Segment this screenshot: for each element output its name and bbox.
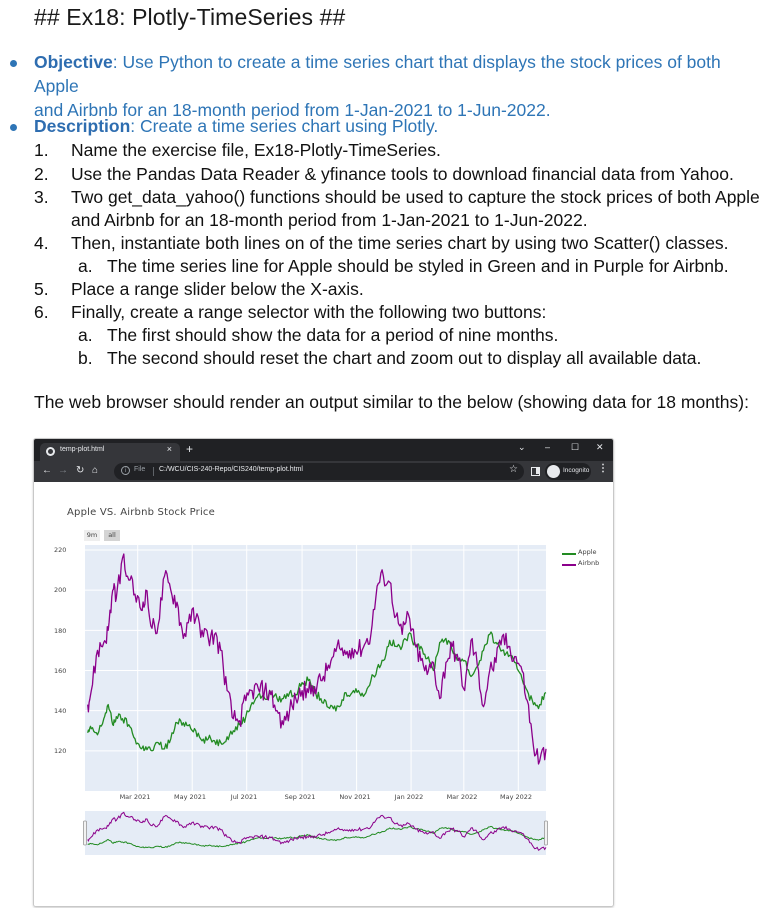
bullet-objective [10, 60, 17, 67]
caption: The web browser should render an output similar to the below (showing data for 18 months): [34, 392, 749, 412]
x-tick: Nov 2021 [339, 793, 371, 801]
x-tick: Jul 2021 [230, 793, 258, 801]
description-label: Description [34, 116, 131, 136]
step-number: 4. [34, 233, 49, 253]
maximize-button[interactable]: ☐ [571, 442, 580, 452]
browser-toolbar [34, 461, 613, 482]
step-text: Place a range slider below the X-axis. [71, 279, 364, 299]
y-tick: 180 [54, 627, 67, 635]
tab-bar [34, 439, 613, 461]
objective-text-1: : Use Python to create a time series chart that displays the stock prices of both Apple [34, 52, 721, 96]
incognito-badge[interactable] [545, 463, 591, 480]
browser-menu-icon[interactable]: ⋮ [598, 463, 608, 474]
step-number: 2. [34, 164, 49, 184]
step-text: Two get_data_yahoo() functions should be used to capture the stock prices of both Apple [71, 187, 760, 207]
minimize-button[interactable]: – [545, 442, 551, 452]
description-text: : Create a time series chart using Plotly. [130, 116, 439, 136]
tab-title: temp-plot.html [60, 446, 105, 453]
objective-label: Objective [34, 52, 113, 72]
step-number: a. [78, 325, 93, 345]
step-number: 1. [34, 140, 49, 160]
step-number: a. [78, 256, 93, 276]
step-text: The time series line for Apple should be styled in Green and in Purple for Airbnb. [107, 256, 729, 276]
range-button-9m[interactable]: 9m [84, 530, 100, 541]
browser-window [33, 438, 614, 907]
browser-tab[interactable] [40, 443, 180, 461]
incognito-label: Incognito [563, 467, 590, 474]
address-bar[interactable] [114, 463, 524, 480]
document-title: ## Ex18: Plotly-TimeSeries ## [34, 4, 346, 30]
divider [153, 467, 154, 476]
step-text: Use the Pandas Data Reader & yfinance tools to download financial data from Yahoo. [71, 164, 734, 184]
step-text: and Airbnb for an 18-month period from 1-Jan-2021 to 1-Jun-2022. [71, 210, 588, 230]
forward-button[interactable]: → [58, 465, 68, 476]
step-text: The first should show the data for a period of nine months. [107, 325, 559, 345]
back-button[interactable]: ← [42, 465, 52, 476]
plotly-chart [34, 482, 613, 907]
bookmark-star-icon[interactable]: ☆ [509, 464, 518, 475]
x-tick: May 2021 [173, 793, 207, 801]
bullet-description [10, 124, 17, 131]
chart-canvas[interactable] [34, 482, 614, 907]
x-tick: Mar 2021 [119, 793, 151, 801]
x-tick: Sep 2021 [284, 793, 316, 801]
globe-icon [46, 447, 55, 456]
scheme-label: File [134, 466, 146, 473]
legend-label: Airbnb [578, 559, 600, 567]
step-text: The second should reset the chart and zoom out to display all available data. [107, 348, 702, 368]
objective-paragraph [34, 50, 763, 122]
y-tick: 160 [54, 667, 67, 675]
range-slider-left-handle[interactable] [84, 821, 87, 845]
close-window-button[interactable]: ✕ [596, 442, 604, 452]
objective-text-2: and Airbnb for an 18-month period from 1-Jan-2021 to 1-Jun-2022. [34, 100, 551, 120]
range-slider-right-handle[interactable] [545, 821, 548, 845]
new-tab-button[interactable]: + [186, 442, 194, 456]
y-tick: 200 [54, 586, 67, 594]
x-tick: Jan 2022 [394, 793, 424, 801]
home-button[interactable]: ⌂ [92, 465, 99, 476]
incognito-icon [547, 465, 560, 478]
description-paragraph [34, 114, 763, 138]
legend-label: Apple [578, 548, 597, 556]
range-button-all[interactable]: all [104, 530, 120, 541]
tab-close-icon[interactable]: × [166, 444, 172, 454]
y-tick: 220 [54, 546, 67, 554]
y-tick: 120 [54, 747, 67, 755]
y-tick: 140 [54, 707, 67, 715]
reload-button[interactable]: ↻ [76, 465, 85, 476]
step-number: b. [78, 348, 93, 368]
tab-search-icon[interactable]: ⌄ [518, 442, 526, 452]
step-number: 6. [34, 302, 49, 322]
step-number: 5. [34, 279, 49, 299]
info-icon[interactable]: i [121, 466, 130, 475]
step-number: 3. [34, 187, 49, 207]
step-text: Name the exercise file, Ex18-Plotly-TimeSeries. [71, 140, 441, 160]
x-tick: May 2022 [499, 793, 533, 801]
side-panel-icon[interactable] [531, 467, 540, 476]
chart-title: Apple VS. Airbnb Stock Price [67, 507, 215, 518]
step-text: Then, instantiate both lines on of the time series chart by using two Scatter() classes. [71, 233, 729, 253]
step-text: Finally, create a range selector with the following two buttons: [71, 302, 547, 322]
x-tick: Mar 2022 [446, 793, 478, 801]
url-text[interactable]: C:/WCU/CIS-240-Repo/CIS240/temp-plot.html [159, 466, 303, 473]
